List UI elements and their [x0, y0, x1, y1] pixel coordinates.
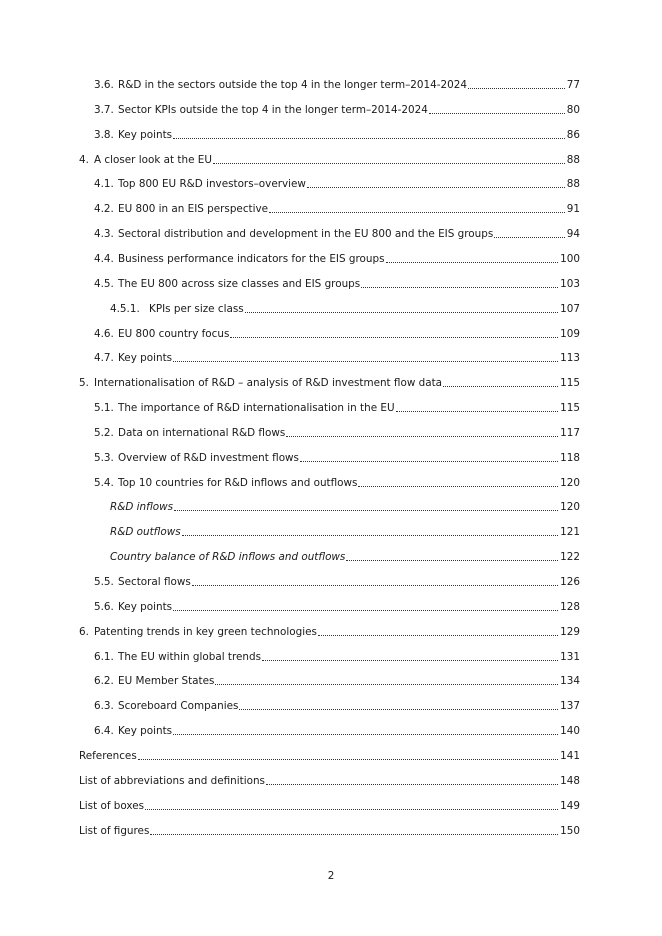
toc-entry[interactable]	[94, 697, 580, 713]
toc-entry-page: 77	[566, 79, 580, 91]
toc-entry-number: 6.2.	[94, 675, 114, 688]
toc-entry-title: A closer look at the EU	[94, 153, 212, 166]
toc-entry[interactable]	[94, 175, 580, 191]
toc-dot-leader	[386, 262, 559, 263]
toc-entry[interactable]	[79, 374, 580, 390]
toc-entry-page: 109	[560, 327, 580, 340]
toc-entry-title: List of figures	[79, 824, 150, 837]
toc-entry-page: 149	[560, 799, 580, 812]
toc-dot-leader	[230, 337, 558, 338]
toc-entry-page: 128	[560, 600, 580, 613]
toc-dot-leader	[239, 709, 558, 710]
toc-entry[interactable]	[110, 548, 580, 564]
toc-entry-title: Patenting trends in key green technologies	[94, 625, 317, 638]
toc-entry-title: Sectoral distribution and development in the EU 800 and the EIS groups	[118, 228, 494, 241]
toc-entry-number: 6.3.	[94, 700, 114, 713]
toc-entry-number: 4.5.	[94, 277, 114, 290]
toc-dot-leader	[173, 138, 565, 139]
toc-entry-page: 113	[560, 352, 580, 365]
toc-entry-title: R&D inflows	[110, 501, 174, 514]
toc-dot-leader	[192, 585, 558, 586]
toc-dot-leader	[396, 411, 559, 412]
toc-entry[interactable]	[79, 151, 580, 167]
toc-entry[interactable]	[79, 623, 580, 639]
toc-entry-title: List of boxes	[79, 799, 145, 812]
toc-entry-title: Key points	[118, 600, 173, 613]
toc-entry[interactable]	[94, 225, 580, 241]
toc-entry-page: 86	[566, 128, 580, 141]
toc-dot-leader	[150, 834, 558, 835]
toc-dot-leader	[173, 361, 558, 362]
toc-entry[interactable]	[94, 474, 580, 490]
toc-entry-title: EU 800 country focus	[118, 327, 230, 340]
toc-dot-leader	[145, 809, 558, 810]
toc-entry-number: 5.4.	[94, 476, 114, 489]
toc-entry-title: R&D in the sectors outside the top 4 in the longer term–2014-2024	[118, 79, 467, 91]
toc-dot-leader	[286, 436, 558, 437]
toc-entry-number: 4.2.	[94, 203, 114, 216]
toc-entry[interactable]	[110, 300, 580, 316]
toc-dot-leader	[245, 312, 558, 313]
toc-entry-page: 107	[560, 302, 580, 315]
toc-dot-leader	[269, 212, 565, 213]
toc-dot-leader	[215, 684, 558, 685]
toc-dot-leader	[318, 635, 558, 636]
toc-entry-page: 129	[560, 625, 580, 638]
toc-entry-title: References	[79, 749, 137, 762]
toc-entry[interactable]	[94, 648, 580, 664]
toc-entry[interactable]	[94, 573, 580, 589]
toc-entry-page: 141	[560, 749, 580, 762]
toc-entry-title: Sector KPIs outside the top 4 in the longer term–2014-2024	[118, 103, 428, 116]
toc-dot-leader	[173, 610, 558, 611]
toc-dot-leader	[300, 461, 558, 462]
toc-entry-number: 4.7.	[94, 352, 114, 365]
toc-entry-page: 150	[560, 824, 580, 837]
toc-entry-title: The importance of R&D internationalisation in the EU	[118, 402, 395, 415]
toc-entry[interactable]	[94, 325, 580, 341]
toc-entry[interactable]	[94, 76, 580, 92]
toc-entry-title: EU Member States	[118, 675, 215, 688]
toc-entry[interactable]	[79, 822, 580, 838]
toc-entry-number: 5.1.	[94, 402, 114, 415]
toc-entry-page: 118	[560, 451, 580, 464]
toc-entry[interactable]	[94, 672, 580, 688]
toc-entry[interactable]	[94, 250, 580, 266]
toc-dot-leader	[138, 759, 558, 760]
toc-entry-title: The EU 800 across size classes and EIS groups	[118, 277, 361, 290]
toc-entry[interactable]	[94, 722, 580, 738]
toc-entry-title: Key points	[118, 352, 173, 365]
toc-dot-leader	[174, 510, 558, 511]
toc-dot-leader	[262, 660, 558, 661]
toc-entry[interactable]	[79, 747, 580, 763]
toc-entry-title: KPIs per size class	[149, 302, 244, 315]
toc-entry-number: 4.5.1.	[110, 302, 140, 315]
toc-entry-number: 4.4.	[94, 252, 114, 265]
toc-entry-title: EU 800 in an EIS perspective	[118, 203, 269, 216]
toc-entry[interactable]	[94, 449, 580, 465]
toc-entry-page: 134	[560, 675, 580, 688]
toc-entry-title: Sectoral flows	[118, 576, 191, 588]
toc-entry-page: 121	[560, 526, 580, 539]
toc-entry[interactable]	[94, 399, 580, 415]
toc-entry[interactable]	[79, 772, 580, 788]
toc-entry-title: Data on international R&D flows	[118, 426, 286, 439]
toc-entry-page: 94	[566, 228, 580, 241]
toc-dot-leader	[307, 187, 565, 188]
toc-entry[interactable]	[94, 349, 580, 365]
toc-entry-title: Overview of R&D investment flows	[118, 451, 299, 464]
toc-entry-title: List of abbreviations and definitions	[79, 774, 265, 787]
toc-entry-number: 6.1.	[94, 650, 114, 663]
toc-entry[interactable]	[94, 275, 580, 291]
toc-dot-leader	[494, 237, 565, 238]
toc-entry[interactable]	[94, 101, 580, 117]
toc-entry[interactable]	[94, 200, 580, 216]
toc-entry-page: 120	[560, 501, 580, 514]
toc-entry-number: 4.	[79, 153, 89, 166]
toc-dot-leader	[346, 560, 558, 561]
toc-entry-number: 4.6.	[94, 327, 114, 340]
toc-dot-leader	[443, 386, 558, 387]
toc-entry-number: 5.5.	[94, 576, 114, 588]
toc-entry-number: 5.2.	[94, 426, 114, 439]
toc-entry[interactable]	[94, 424, 580, 440]
toc-dot-leader	[358, 486, 558, 487]
toc-entry-page: 137	[560, 700, 580, 713]
toc-entry-title: The EU within global trends	[118, 650, 262, 663]
toc-entry[interactable]	[110, 523, 580, 539]
toc-dot-leader	[468, 88, 565, 89]
toc-dot-leader	[173, 734, 558, 735]
toc-entry-number: 6.	[79, 625, 89, 638]
toc-entry-page: 122	[560, 551, 580, 564]
toc-entry-page: 117	[560, 426, 580, 439]
toc-entry-page: 140	[560, 725, 580, 738]
toc-entry-page: 115	[560, 402, 580, 415]
toc-entry-number: 5.6.	[94, 600, 114, 613]
toc-entry-page: 88	[566, 178, 580, 191]
toc-dot-leader	[213, 163, 565, 164]
toc-entry-title: Key points	[118, 128, 173, 141]
toc-entry-number: 3.7.	[94, 103, 114, 116]
toc-entry-title: Top 10 countries for R&D inflows and outflows	[118, 476, 358, 489]
toc-entry-title: Scoreboard Companies	[118, 700, 239, 713]
toc-entry-title: Business performance indicators for the EIS groups	[118, 252, 385, 265]
toc-entry-title: R&D outflows	[110, 526, 181, 539]
toc-entry-page: 131	[560, 650, 580, 663]
toc-entry[interactable]	[94, 126, 580, 142]
toc-dot-leader	[429, 113, 565, 114]
toc-entry-page: 91	[566, 203, 580, 216]
page-number: 2	[327, 870, 335, 882]
toc-entry-number: 3.8.	[94, 128, 114, 141]
toc-entry-page: 88	[566, 153, 580, 166]
toc-entry-number: 3.6.	[94, 79, 114, 91]
toc-entry-page: 126	[560, 576, 580, 588]
toc-entry-number: 6.4.	[94, 725, 114, 738]
toc-entry-page: 120	[560, 476, 580, 489]
toc-entry-page: 115	[560, 377, 580, 390]
toc-dot-leader	[361, 287, 558, 288]
toc-entry-page: 100	[560, 252, 580, 265]
toc-entry-number: 5.3.	[94, 451, 114, 464]
toc-entry[interactable]	[79, 797, 580, 813]
toc-entry-title: Internationalisation of R&D – analysis of R&D investment flow data	[94, 377, 443, 390]
toc-dot-leader	[266, 784, 558, 785]
toc-entry-page: 80	[566, 103, 580, 116]
toc-entry-page: 148	[560, 774, 580, 787]
toc-entry-title: Key points	[118, 725, 173, 738]
toc-entry[interactable]	[110, 498, 580, 514]
toc-entry-title: Country balance of R&D inflows and outflows	[110, 551, 346, 564]
toc-entry-title: Top 800 EU R&D investors–overview	[118, 178, 306, 191]
toc-dot-leader	[182, 535, 559, 536]
toc-entry-number: 4.1.	[94, 178, 114, 191]
toc-entry-number: 5.	[79, 377, 89, 390]
toc-entry[interactable]	[94, 598, 580, 614]
toc-entry-number: 4.3.	[94, 228, 114, 241]
toc-entry-page: 103	[560, 277, 580, 290]
